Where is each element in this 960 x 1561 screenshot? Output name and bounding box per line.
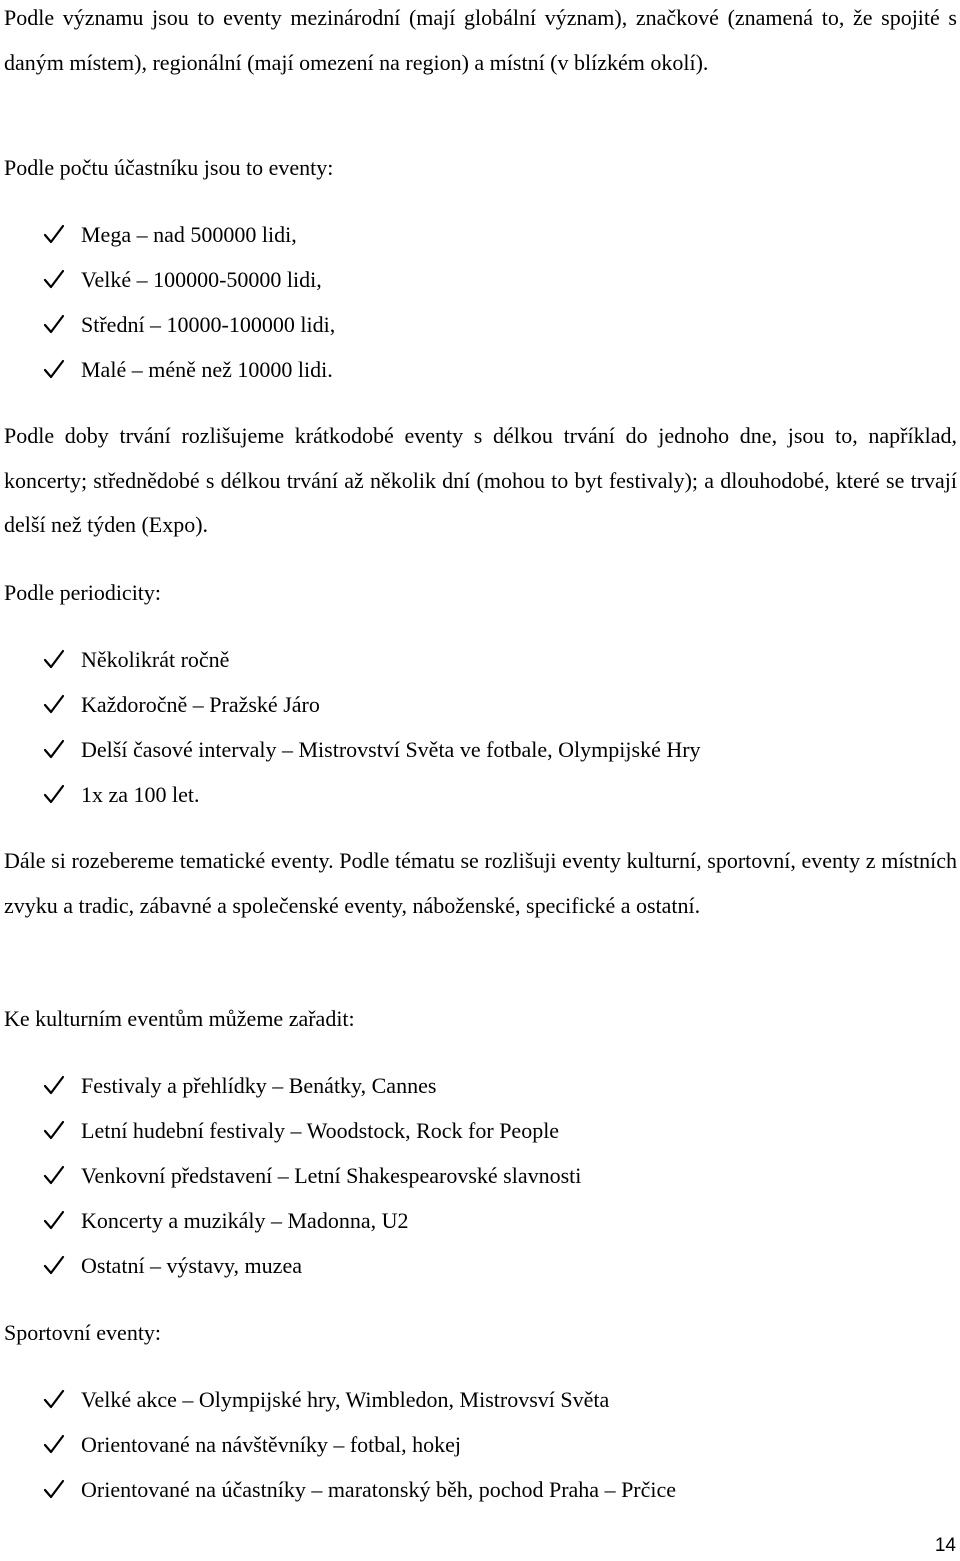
list-item <box>0 1385 676 1430</box>
page-number: 14 <box>934 1535 956 1556</box>
check-icon <box>42 1118 66 1142</box>
list-item-text: Letní hudební festivaly – Woodstock, Rock for People <box>81 1118 560 1143</box>
list-item-text: Mega – nad 500000 lidi, <box>81 222 297 247</box>
participants-heading: Podle počtu účastníku jsou to eventy: <box>4 155 334 180</box>
list-item <box>0 645 701 690</box>
list-item-text: Několikrát ročně <box>81 647 230 672</box>
cultural-heading: Ke kulturním eventům můžeme zařadit: <box>4 1006 355 1031</box>
list-item <box>0 1206 581 1251</box>
periodicity-heading: Podle periodicity: <box>4 580 162 605</box>
list-item-text: Ostatní – výstavy, muzea <box>81 1253 302 1278</box>
list-item-text: Venkovní představení – Letní Shakespearovské slavnosti <box>81 1163 582 1188</box>
check-icon <box>42 1253 66 1277</box>
list-item-text: Koncerty a muzikály – Madonna, U2 <box>81 1208 409 1233</box>
list-item <box>0 310 335 355</box>
check-icon <box>42 1477 66 1501</box>
list-item-text: Festivaly a přehlídky – Benátky, Cannes <box>81 1073 437 1098</box>
list-item <box>0 1430 676 1475</box>
list-item-text: Střední – 10000-100000 lidi, <box>81 312 336 337</box>
list-item <box>0 355 335 400</box>
intro-paragraph: Podle významu jsou to eventy mezinárodní (mají globální význam), značkové (znamená to, že spojité s daným místem), regionální (mají omezení na region) a místní (v blízkém okolí). <box>4 5 957 75</box>
check-icon <box>42 647 66 671</box>
list-item <box>0 1251 581 1296</box>
thematic-paragraph: Dále si rozebereme tematické eventy. Podle tématu se rozlišuji eventy kulturní, sportovní, eventy z místních zvyku a tradic, zábavné a společenské eventy, náboženské, specifické a ostatní. <box>4 848 957 918</box>
list-item-text: Velké – 100000-50000 lidi, <box>81 267 322 292</box>
check-icon <box>42 1163 66 1187</box>
list-item <box>0 735 701 780</box>
list-item-text: Orientované na návštěvníky – fotbal, hokej <box>81 1432 462 1457</box>
check-icon <box>42 312 66 336</box>
participants-list <box>0 220 335 400</box>
list-item <box>0 265 335 310</box>
check-icon <box>42 1073 66 1097</box>
list-item <box>0 1116 581 1161</box>
check-icon <box>42 1432 66 1456</box>
list-item <box>0 1161 581 1206</box>
list-item <box>0 220 335 265</box>
sport-heading: Sportovní eventy: <box>4 1320 162 1345</box>
check-icon <box>42 692 66 716</box>
list-item <box>0 690 701 735</box>
list-item-text: Každoročně – Pražské Járo <box>81 692 320 717</box>
check-icon <box>42 222 66 246</box>
list-item-text: 1x za 100 let. <box>81 782 200 807</box>
check-icon <box>42 1208 66 1232</box>
list-item <box>0 780 701 825</box>
sport-list <box>0 1385 676 1520</box>
check-icon <box>42 737 66 761</box>
list-item-text: Velké akce – Olympijské hry, Wimbledon, Mistrovsví Světa <box>81 1387 610 1412</box>
list-item <box>0 1475 676 1520</box>
check-icon <box>42 267 66 291</box>
cultural-list <box>0 1071 581 1296</box>
duration-paragraph: Podle doby trvání rozlišujeme krátkodobé eventy s délkou trvání do jednoho dne, jsou to, například, koncerty; střednědobé s délkou trvání až několik dní (mohou to byt festivaly); a dlouhodobé, které se trvají delší než týden (Expo). <box>4 423 957 537</box>
list-item-text: Orientované na účastníky – maratonský běh, pochod Praha – Prčice <box>81 1477 677 1502</box>
check-icon <box>42 782 66 806</box>
check-icon <box>42 357 66 381</box>
list-item-text: Malé – méně než 10000 lidi. <box>81 357 333 382</box>
list-item-text: Delší časové intervaly – Mistrovství Světa ve fotbale, Olympijské Hry <box>81 737 701 762</box>
list-item <box>0 1071 581 1116</box>
periodicity-list <box>0 645 701 825</box>
check-icon <box>42 1387 66 1411</box>
